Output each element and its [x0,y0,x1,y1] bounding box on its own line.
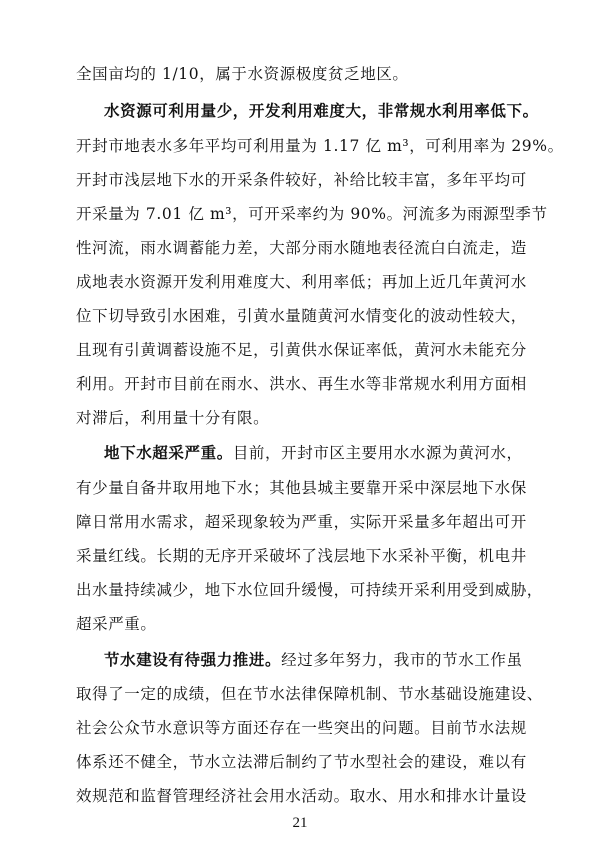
paragraph-line: 全国亩均的 1/10，属于水资源极度贫乏地区。 [76,65,409,83]
paragraph-line: 开封市浅层地下水的开采条件较好，补给比较丰富，多年平均可 [76,171,527,189]
section-heading: 水资源可利用量少，开发利用难度大，非常规水利用率低下。 [104,102,539,120]
paragraph-line: 对滞后，利用量十分有限。 [76,409,270,427]
paragraph-line: 利用。开封市目前在雨水、洪水、再生水等非常规水利用方面相 [76,375,527,393]
paragraph-line: 体系还不健全，节水立法滞后制约了节水型社会的建设，难以有 [76,753,527,771]
paragraph-line [104,650,523,670]
paragraph-line: 开封市地表水多年平均可利用量为 1.17 亿 m³，可利用率为 29%。 [76,137,564,155]
paragraph-line: 效规范和监督管理经济社会用水活动。取水、用水和排水计量设 [76,787,527,805]
page-number: 21 [292,815,308,831]
paragraph-line [104,443,523,463]
paragraph-line: 社会公众节水意识等方面还存在一些突出的问题。目前节水法规 [76,719,527,737]
section-heading: 地下水超采严重。 [104,444,233,462]
paragraph-line: 障日常用水需求，超采现象较为严重，实际开采量多年超出可开 [76,513,527,531]
paragraph-text: 经过多年努力，我市的节水工作虽 [281,651,523,669]
paragraph-line: 成地表水资源开发利用难度大、利用率低；再加上近几年黄河水 [76,273,527,291]
paragraph-line: 位下切导致引水困难，引黄水量随黄河水情变化的波动性较大， [76,307,527,325]
paragraph-text: 目前，开封市区主要用水水源为黄河水， [232,444,523,462]
paragraph-line: 有少量自备井取用地下水；其他县城主要靠开采中深层地下水保 [76,479,527,497]
paragraph-line: 出水量持续减少，地下水位回升缓慢，可持续开采利用受到威胁， [76,581,543,599]
paragraph-line: 采量红线。长期的无序开采破坏了浅层地下水采补平衡，机电井 [76,547,527,565]
paragraph-line: 且现有引黄调蓄设施不足，引黄供水保证率低，黄河水未能充分 [76,341,527,359]
section-heading: 节水建设有待强力推进。 [104,651,282,669]
paragraph-line: 开采量为 7.01 亿 m³，可开采率约为 90%。河流多为雨源型季节 [76,205,548,223]
paragraph-line: 取得了一定的成绩，但在节水法律保障机制、节水基础设施建设、 [76,685,543,703]
paragraph-line: 性河流，雨水调蓄能力差，大部分雨水随地表径流白白流走，造 [76,239,527,257]
paragraph-line: 超采严重。 [76,615,157,633]
